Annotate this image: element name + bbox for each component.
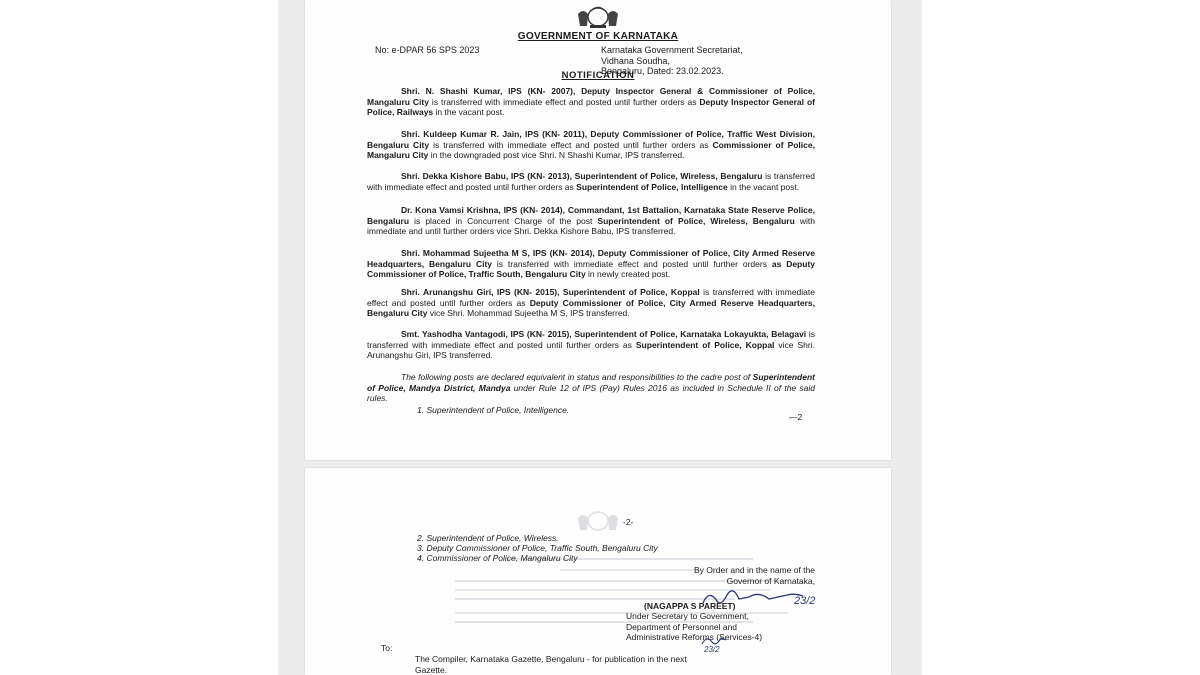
signature-date: 23/2 bbox=[794, 595, 816, 607]
to-label: To: bbox=[381, 643, 393, 653]
document-page-2 bbox=[305, 468, 891, 675]
initials-date: 23/2 bbox=[704, 645, 720, 654]
order-line: By Order and in the name of the bbox=[694, 565, 815, 575]
designation-line: Department of Personnel and bbox=[626, 621, 738, 632]
equivalent-post-item: 3. Deputy Commissioner of Police, Traffic South, Bengaluru City bbox=[417, 543, 658, 553]
order-authority bbox=[639, 565, 815, 586]
order-line: Governor of Karnataka, bbox=[726, 575, 815, 586]
recipient-line: The Compiler, Karnataka Gazette, Bengaluru - for publication in the next bbox=[415, 654, 687, 664]
continued-page-marker: —2 bbox=[789, 412, 803, 422]
reference-number: No: e-DPAR 56 SPS 2023 bbox=[375, 45, 480, 55]
transfer-paragraph: Shri. Arunangshu Giri, IPS (KN- 2015), Superintendent of Police, Koppal is transferred with immediate effect and posted until further orders as Deputy Commissioner of Police, City Armed Reserve Headquarters, Bengaluru City vice Shri. Mohammad Sujeetha M S, IPS transferred. bbox=[367, 287, 815, 318]
left-margin bbox=[0, 0, 278, 675]
transfer-paragraph: Shri. Dekka Kishore Babu, IPS (KN- 2013), Superintendent of Police, Wireless, Bengaluru is transferred with immediate effect and posted until further orders as Superintendent of Police, Intelligence in the vacant post. bbox=[367, 171, 815, 192]
transfer-paragraph: Smt. Yashodha Vantagodi, IPS (KN- 2015), Superintendent of Police, Karnataka Lokayukta, Belagavi is transferred with immediate effect and posted until further orders as Superintendent of Police, Koppal vice Shri. Arunangshu Giri, IPS transferred. bbox=[367, 329, 816, 360]
right-margin bbox=[922, 0, 1200, 675]
address-line: Vidhana Soudha, bbox=[601, 55, 670, 66]
signatory-designation bbox=[626, 611, 762, 643]
designation-line: Under Secretary to Government, bbox=[626, 611, 749, 621]
designation-line: Administrative Reforms (Services-4) bbox=[626, 632, 763, 642]
equivalent-post-item: 2. Superintendent of Police, Wireless. bbox=[417, 533, 559, 543]
page-number: -2- bbox=[623, 517, 634, 527]
government-emblem-icon bbox=[575, 4, 621, 30]
recipient-line: Gazette. bbox=[415, 664, 448, 675]
recipient-paragraph bbox=[415, 654, 815, 675]
address-date-line: Bengaluru, Dated: 23.02.2023. bbox=[601, 66, 724, 76]
equivalence-paragraph: The following posts are declared equivalent in status and responsibilities to the cadre post of Superintendent of Police, Mandya District, Mandya under Rule 12 of IPS (Pay) Rules 2016 as included in Schedule II of the said rules. bbox=[367, 372, 816, 403]
transfer-paragraph: Shri. Kuldeep Kumar R. Jain, IPS (KN- 2011), Deputy Commissioner of Police, Traffic West Division, Bengaluru City is transferred with immediate effect and posted until further orders as Commissioner of Police, Mangaluru City in the downgraded post vice Shri. N Shashi Kumar, IPS transferred. bbox=[367, 129, 815, 160]
address-line: Karnataka Government Secretariat, bbox=[601, 45, 743, 55]
notification-heading: NOTIFICATION bbox=[561, 70, 635, 81]
document-page-1 bbox=[305, 0, 891, 460]
transfer-paragraph: Shri. N. Shashi Kumar, IPS (KN- 2007), Deputy Inspector General & Commissioner of Police, Mangaluru City is transferred with immediate effect and posted until further orders as Deputy Inspector General of Police, Railways in the vacant post. bbox=[367, 86, 815, 117]
government-title: GOVERNMENT OF KARNATAKA bbox=[517, 31, 679, 42]
faint-emblem-icon bbox=[575, 508, 621, 534]
equivalent-post-item: 1. Superintendent of Police, Intelligence. bbox=[417, 405, 570, 415]
signatory-name: (NAGAPPA S PAREET) bbox=[644, 601, 736, 611]
transfer-paragraph: Dr. Kona Vamsi Krishna, IPS (KN- 2014), Commandant, 1st Battalion, Karnataka State Reserve Police, Bengaluru is placed in Concurrent Charge of the post Superintendent of Police, Wireless, Bengaluru with immediate and until further orders vice Shri. Dekka Kishore Babu, IPS transferred. bbox=[367, 205, 815, 236]
equivalent-post-item: 4. Commissioner of Police, Mangaluru City bbox=[417, 553, 578, 563]
transfer-paragraph: Shri. Mohammad Sujeetha M S, IPS (KN- 2014), Deputy Commissioner of Police, City Armed Reserve Headquarters, Bengaluru City is transferred with immediate effect and posted until further orders as Deputy Commissioner of Police, Traffic South, Bengaluru City in newly created post. bbox=[367, 248, 816, 279]
